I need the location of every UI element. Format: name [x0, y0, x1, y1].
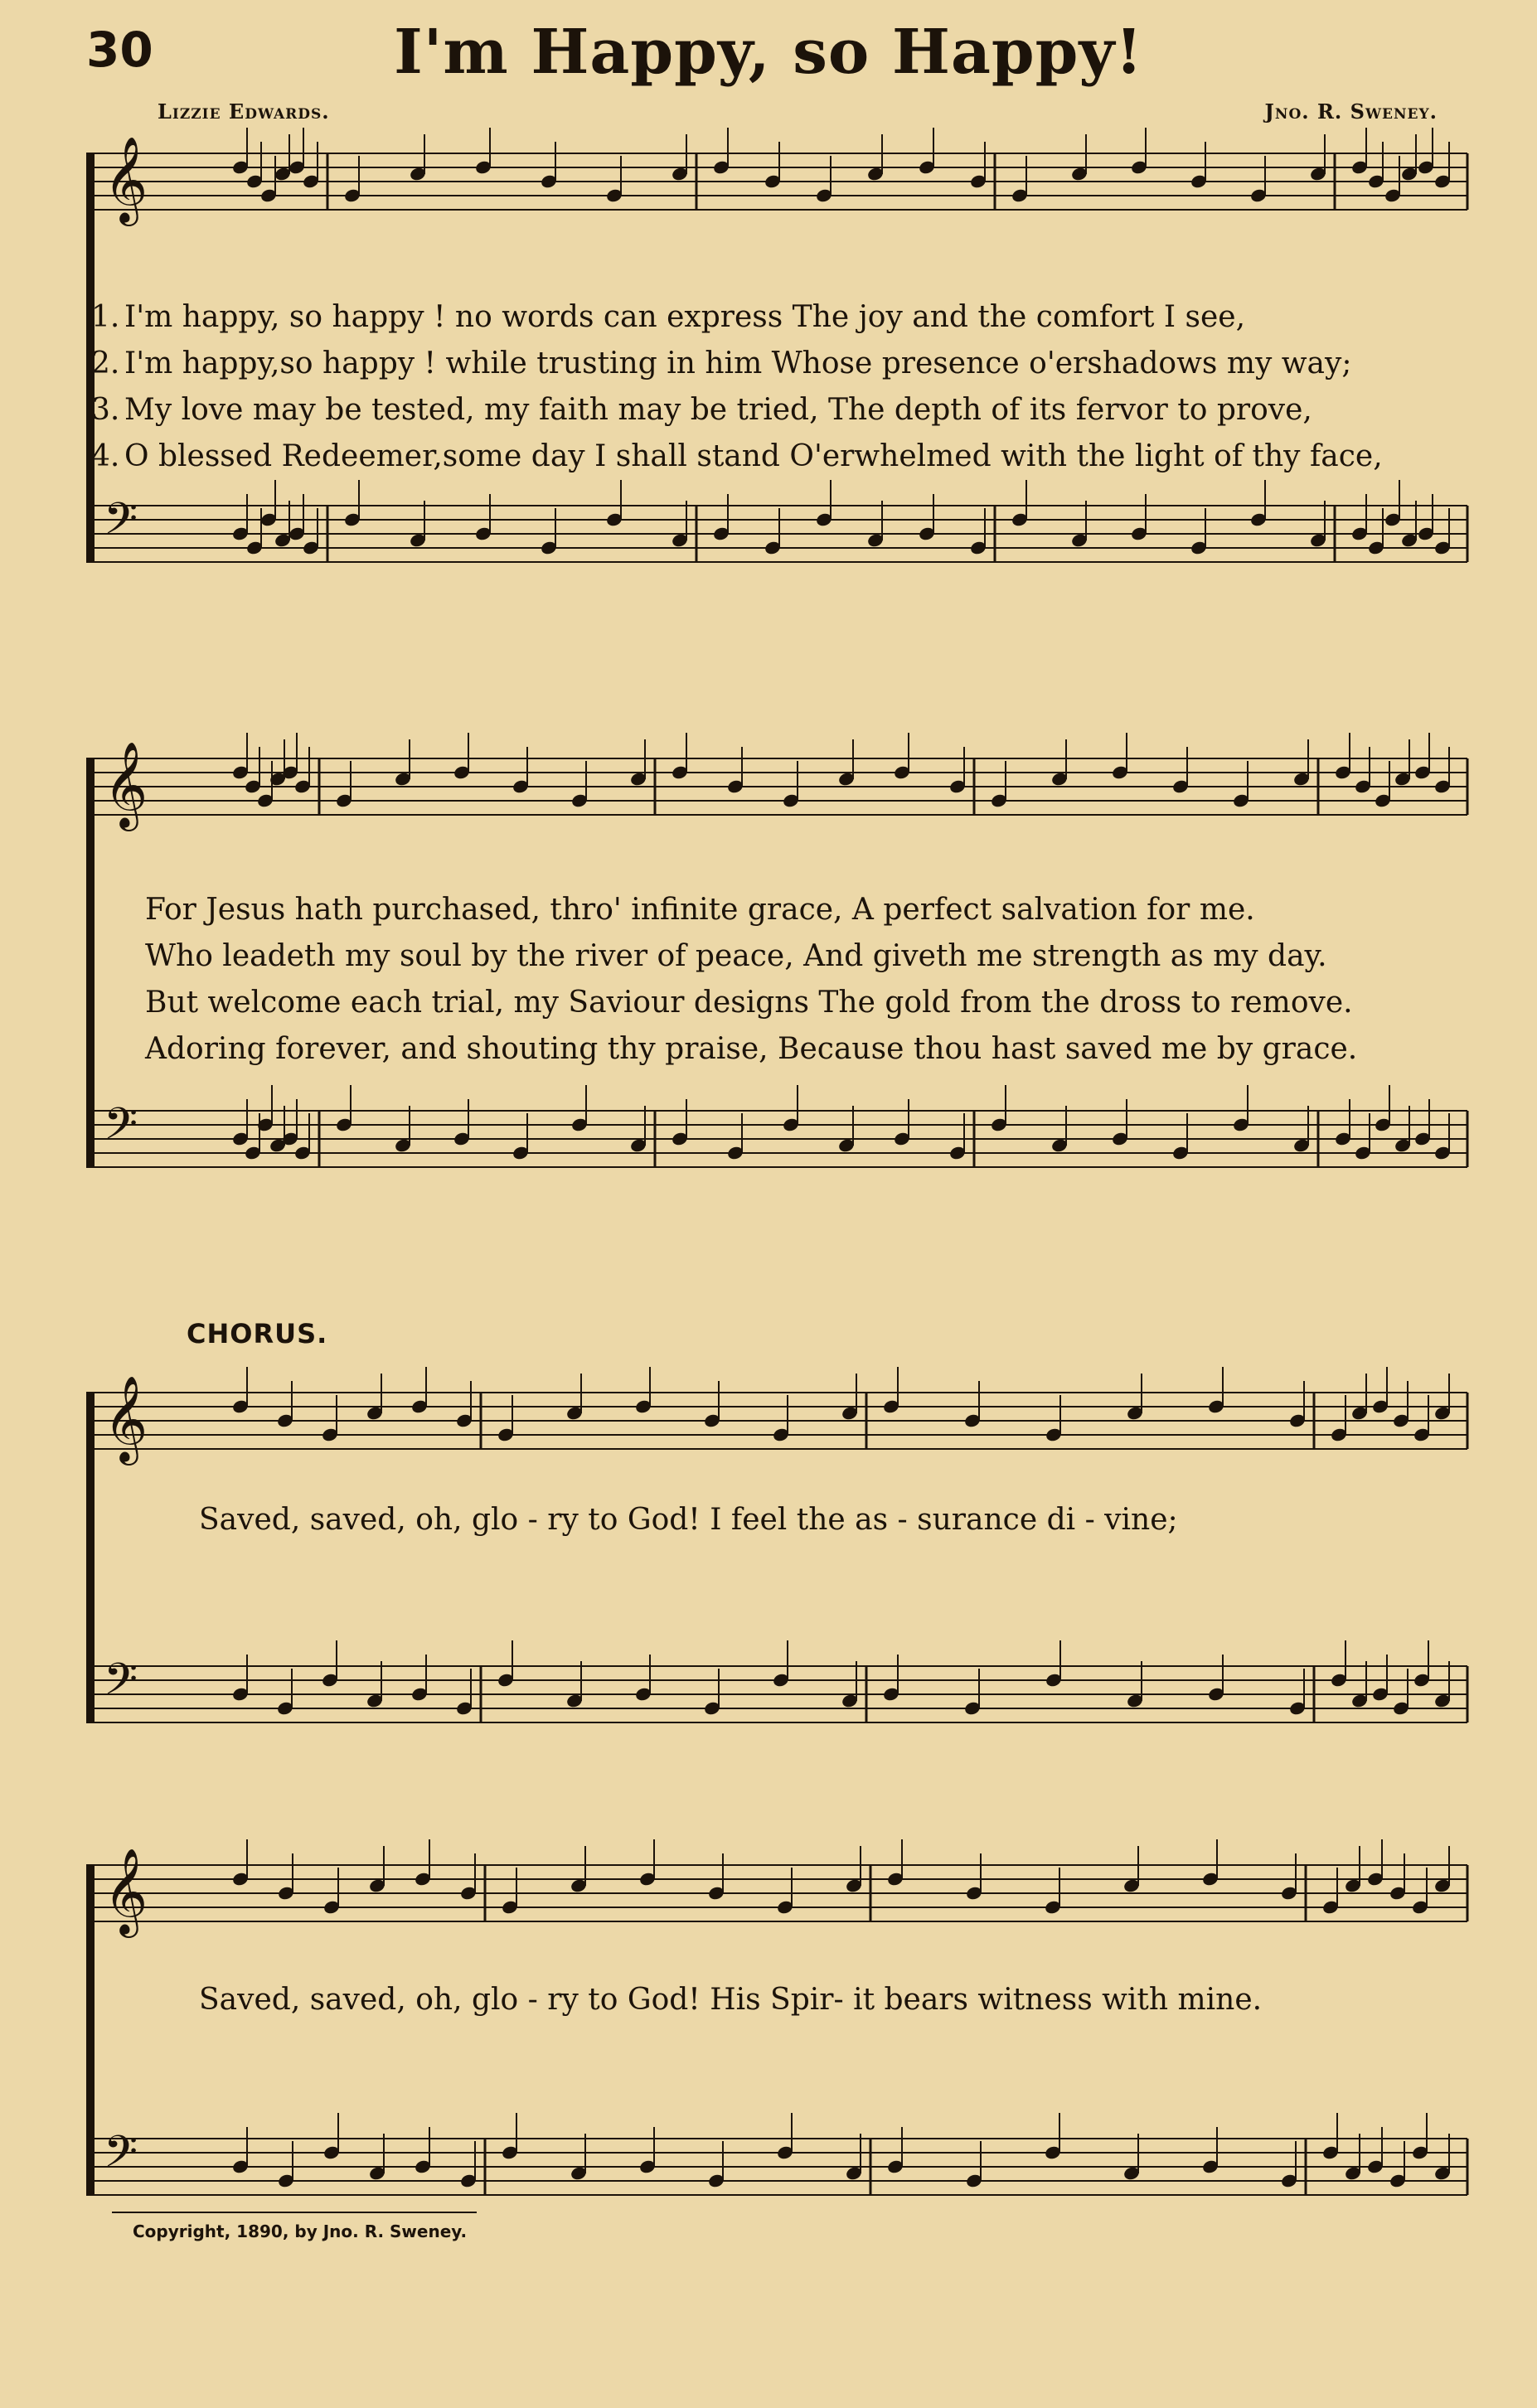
treble-staff [86, 733, 1467, 831]
bass-staff [86, 1085, 1467, 1167]
verse-4-line-1: 4. O blessed Redeemer,some day I shall stand O'erwhelmed with the light of thy face, [91, 439, 1383, 473]
song-title: I'm Happy, so Happy! [394, 17, 1143, 88]
system-3-staves [0, 1343, 1537, 1774]
treble-staff [86, 1367, 1467, 1466]
composer-credit: Jno. R. Sweney. [1264, 99, 1438, 124]
treble-staff [86, 1839, 1467, 1938]
chorus-line-1: Saved, saved, oh, glo - ry to God! I feel the as - surance di - vine; [199, 1503, 1178, 1537]
verse-lines-first-half [91, 294, 1484, 480]
treble-staff [86, 128, 1467, 226]
treble-clef-icon: 𝄞 [104, 136, 148, 223]
bass-staff [86, 2113, 1467, 2195]
verse-4-line-2: Adoring forever, and shouting thy praise, Because thou hast saved me by grace. [145, 1032, 1358, 1066]
page-number: 30 [86, 22, 153, 78]
bass-staff [86, 1640, 1467, 1722]
verse-2-line-1: 2. I'm happy,so happy ! while trusting in him Whose presence o'ershadows my way; [91, 346, 1352, 380]
chorus-line-2: Saved, saved, oh, glo - ry to God! His Spir- it bears witness with mine. [199, 1983, 1263, 2017]
treble-clef-icon: 𝄞 [104, 741, 148, 828]
bass-clef-icon: 𝄢 [104, 1655, 138, 1716]
treble-clef-icon: 𝄞 [104, 1375, 148, 1462]
verse-1-line-1: 1. I'm happy, so happy ! no words can express The joy and the comfort I see, [91, 300, 1246, 334]
copyright-notice: Copyright, 1890, by Jno. R. Sweney. [133, 2221, 468, 2241]
verse-3-line-2: But welcome each trial, my Saviour designs The gold from the dross to remove. [145, 986, 1353, 1020]
verse-lines-second-half [145, 887, 1537, 1073]
bass-staff [86, 480, 1467, 562]
verse-1-line-2: For Jesus hath purchased, thro' infinite grace, A perfect salvation for me. [145, 893, 1255, 927]
verse-3-line-1: 3. My love may be tested, my faith may be tried, The depth of its fervor to prove, [91, 393, 1312, 427]
chorus-label: CHORUS. [187, 1318, 328, 1349]
verse-2-line-2: Who leadeth my soul by the river of peace, And giveth me strength as my day. [145, 939, 1327, 973]
system-4-staves [0, 1815, 1537, 2246]
bass-clef-icon: 𝄢 [104, 494, 138, 555]
treble-clef-icon: 𝄞 [104, 1848, 148, 1935]
lyricist-credit: Lizzie Edwards. [158, 99, 330, 124]
copyright-rule [112, 2212, 477, 2213]
bass-clef-icon: 𝄢 [104, 2127, 138, 2188]
bass-clef-icon: 𝄢 [104, 1099, 138, 1160]
